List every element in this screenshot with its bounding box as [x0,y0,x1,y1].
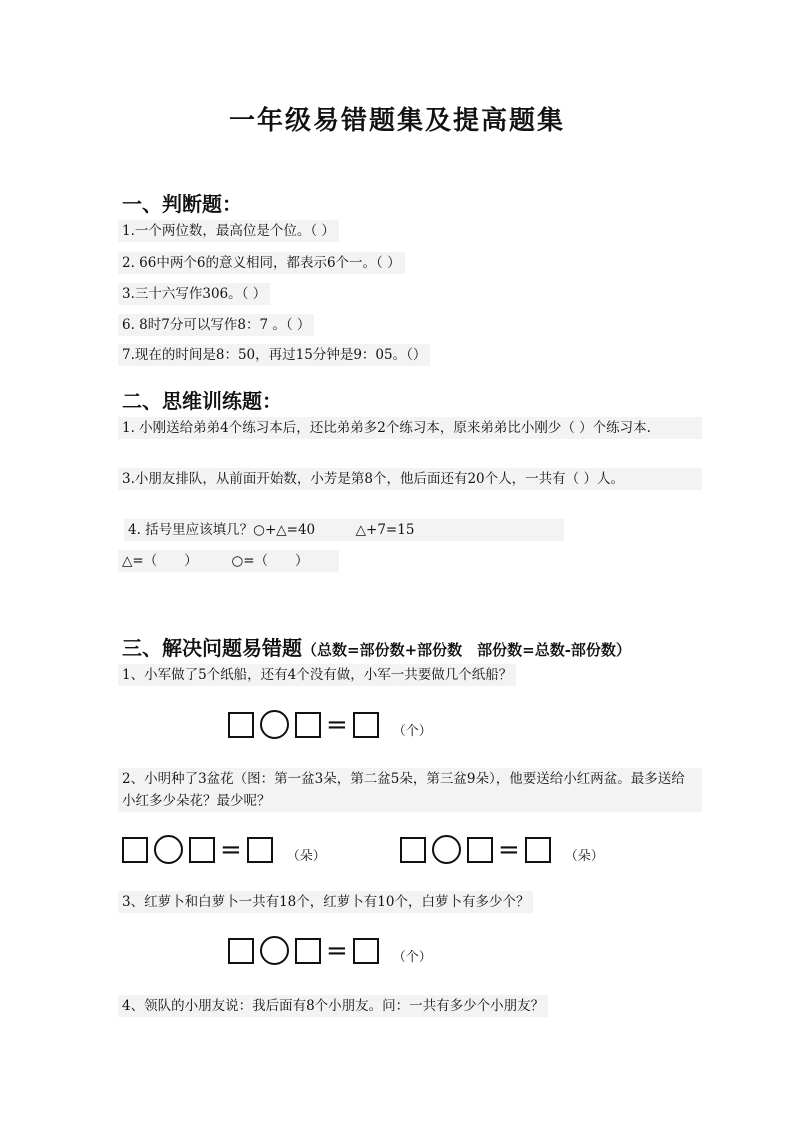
section-3-formula-note: （总数=部份数+部份数 部份数=总数-部份数） [302,641,631,659]
judge-item-3: 3.三十六写作306。（ ） [118,283,270,305]
unit-label: （个） [392,724,432,739]
unit-label: （个） [392,950,432,965]
word-problem-2: 2、小明种了3盆花（图：第一盆3朵，第二盆5朵，第三盆9朵），他要送给小红两盆。最多送给小红多少朵花？最少呢？ [118,768,702,812]
equation-template-q1 [228,710,432,739]
answer-box[interactable] [228,938,254,964]
section-1-heading: 一、判断题： [122,192,242,216]
answer-box[interactable] [400,837,426,863]
judge-item-7: 7.现在的时间是8：50，再过15分钟是9：05。（） [118,344,430,366]
answer-box[interactable] [122,837,148,863]
answer-box[interactable] [228,712,254,738]
word-problem-3: 3、红萝卜和白萝卜一共有18个，红萝卜有10个，白萝卜有多少个？ [118,891,533,913]
thinking-question-3: 3.小朋友排队，从前面开始数，小芳是第8个，他后面还有20个人，一共有（ ）人。 [118,468,702,490]
equation-template-q2-max [122,835,326,864]
equals-sign: = [326,935,348,966]
word-problem-1: 1、小军做了5个纸船，还有4个没有做，小军一共要做几个纸船？ [118,664,516,686]
operator-circle[interactable] [260,936,289,965]
judge-item-1: 1.一个两位数，最高位是个位。（ ） [118,220,339,242]
thinking-question-4-answers: △=（ ） ○=（ ） [118,550,339,572]
unit-label: （朵） [286,849,326,864]
judge-item-2: 2. 66中两个6的意义相同，都表示6个一。（ ） [118,252,405,274]
result-box[interactable] [247,837,273,863]
equals-sign: = [326,709,348,740]
equation-template-q3 [228,936,432,965]
operator-circle[interactable] [432,835,461,864]
unit-label: （朵） [564,849,604,864]
result-box[interactable] [353,712,379,738]
operator-circle[interactable] [154,835,183,864]
equals-sign: = [220,834,242,865]
section-2-heading: 二、思维训练题： [122,389,282,413]
answer-box[interactable] [295,938,321,964]
section-3-heading [122,632,631,661]
thinking-question-4: 4. 括号里应该填几？○+△=40 △+7=15 [124,519,564,541]
result-box[interactable] [525,837,551,863]
page-title: 一年级易错题集及提高题集 [228,106,565,136]
equals-sign: = [498,834,520,865]
answer-box[interactable] [189,837,215,863]
section-3-title: 三、解决问题易错题 [122,636,302,660]
answer-box[interactable] [295,712,321,738]
judge-item-6: 6. 8时7分可以写作8：7 。（ ） [118,314,314,336]
word-problem-4: 4、领队的小朋友说：我后面有8个小朋友。问：一共有多少个小朋友？ [118,995,548,1017]
equation-template-q2-min [400,835,604,864]
operator-circle[interactable] [260,710,289,739]
result-box[interactable] [353,938,379,964]
thinking-question-1: 1. 小刚送给弟弟4个练习本后，还比弟弟多2个练习本，原来弟弟比小刚少（ ）个练习本. [118,417,702,439]
answer-box[interactable] [467,837,493,863]
